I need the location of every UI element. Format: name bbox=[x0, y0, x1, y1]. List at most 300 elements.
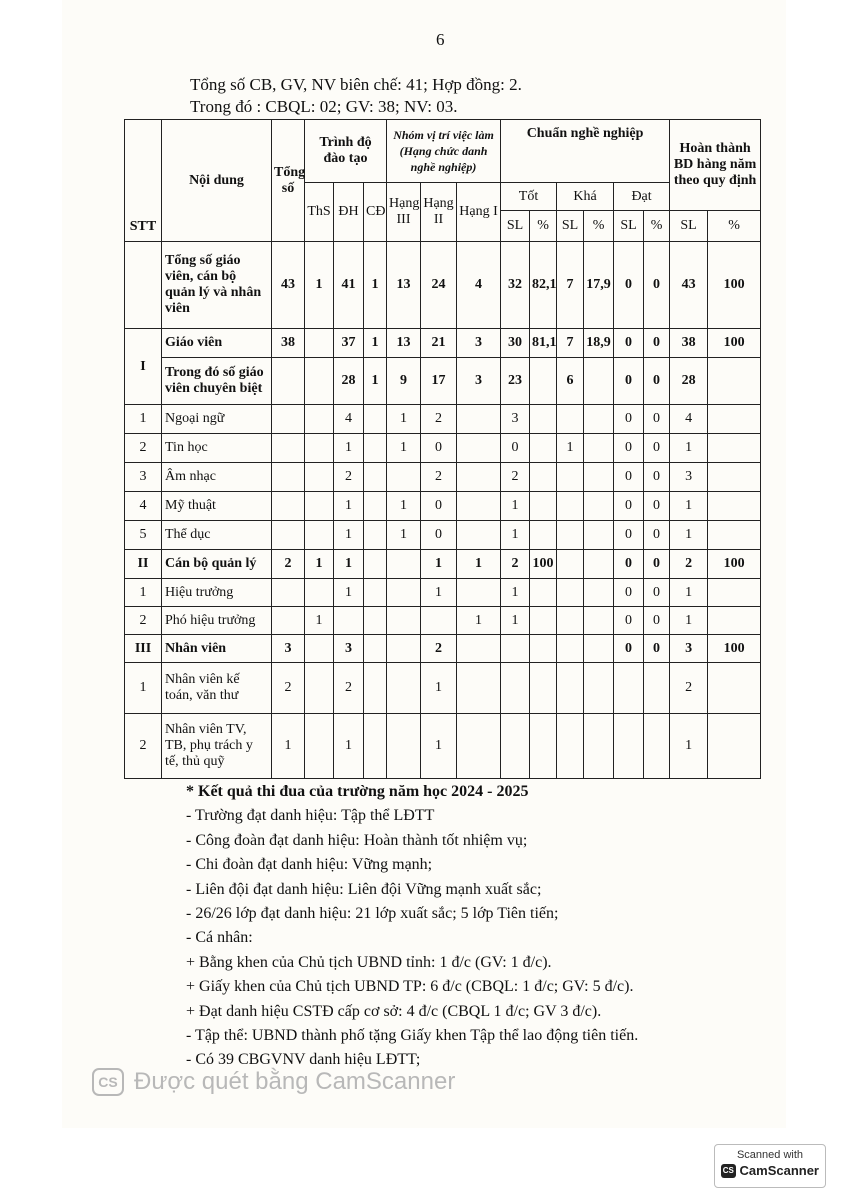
table-row bbox=[125, 607, 761, 635]
cell-h3: 1 bbox=[387, 521, 421, 550]
camscanner-mini-icon: CS bbox=[721, 1164, 736, 1178]
cell-tong bbox=[272, 463, 305, 492]
cell-dh: 28 bbox=[334, 358, 364, 405]
camscanner-watermark bbox=[92, 1068, 455, 1096]
cell-cd bbox=[364, 663, 387, 714]
cell-dat-pct: 0 bbox=[644, 579, 670, 607]
header-hoan-thanh: Hoàn thành BD hàng năm theo quy định bbox=[670, 120, 761, 211]
cell-dat-sl bbox=[614, 714, 644, 779]
cell-ths bbox=[305, 521, 334, 550]
cell-cd bbox=[364, 463, 387, 492]
cell-dh: 1 bbox=[334, 492, 364, 521]
cell-kha-pct bbox=[584, 492, 614, 521]
cell-kha-pct bbox=[584, 607, 614, 635]
cell-kha-sl bbox=[557, 579, 584, 607]
cell-cd bbox=[364, 607, 387, 635]
cell-dh: 1 bbox=[334, 521, 364, 550]
cell-h1 bbox=[457, 463, 501, 492]
cell-tot-pct: 100 bbox=[530, 550, 557, 579]
header-kha-pct: % bbox=[584, 211, 614, 242]
cell-dat-sl: 0 bbox=[614, 579, 644, 607]
cell-stt: 1 bbox=[125, 405, 162, 434]
cell-kha-sl bbox=[557, 714, 584, 779]
cell-h3: 1 bbox=[387, 434, 421, 463]
watermark-text: Được quét bằng CamScanner bbox=[134, 1068, 456, 1095]
cell-tot-sl bbox=[501, 635, 530, 663]
cell-h2: 0 bbox=[421, 521, 457, 550]
cell-bd-sl: 1 bbox=[670, 714, 708, 779]
page-number: 6 bbox=[436, 30, 445, 49]
cell-dh: 4 bbox=[334, 405, 364, 434]
cell-kha-sl bbox=[557, 550, 584, 579]
staff-summary bbox=[190, 74, 522, 118]
cell-h1: 4 bbox=[457, 242, 501, 329]
cell-tot-pct bbox=[530, 521, 557, 550]
cell-h1: 3 bbox=[457, 358, 501, 405]
cell-bd-sl: 43 bbox=[670, 242, 708, 329]
cell-h2: 17 bbox=[421, 358, 457, 405]
cell-ths bbox=[305, 714, 334, 779]
cell-tong: 38 bbox=[272, 329, 305, 358]
cell-kha-pct bbox=[584, 358, 614, 405]
cell-h3: 1 bbox=[387, 405, 421, 434]
cell-stt: 2 bbox=[125, 434, 162, 463]
results-line: - Cá nhân: bbox=[186, 929, 253, 947]
header-ths: ThS bbox=[305, 183, 334, 242]
badge-brand: CamScanner bbox=[739, 1163, 819, 1178]
cell-tot-pct bbox=[530, 607, 557, 635]
header-dat-pct: % bbox=[644, 211, 670, 242]
cell-dh: 37 bbox=[334, 329, 364, 358]
cell-cd: 1 bbox=[364, 358, 387, 405]
cell-dat-sl: 0 bbox=[614, 635, 644, 663]
cell-h3 bbox=[387, 663, 421, 714]
table-row bbox=[125, 434, 761, 463]
cell-tot-pct bbox=[530, 714, 557, 779]
cell-tot-pct bbox=[530, 635, 557, 663]
cell-h3 bbox=[387, 635, 421, 663]
cell-stt: 3 bbox=[125, 463, 162, 492]
cell-kha-pct bbox=[584, 714, 614, 779]
cell-h1: 3 bbox=[457, 329, 501, 358]
cell-label: Mỹ thuật bbox=[162, 492, 272, 521]
cell-tong: 43 bbox=[272, 242, 305, 329]
cell-dat-pct: 0 bbox=[644, 521, 670, 550]
header-stt: STT bbox=[125, 120, 162, 242]
results-line: - Có 39 CBGVNV danh hiệu LĐTT; bbox=[186, 1051, 421, 1069]
cell-h1: 1 bbox=[457, 550, 501, 579]
cell-h3: 13 bbox=[387, 242, 421, 329]
cell-kha-sl bbox=[557, 492, 584, 521]
cell-h2: 1 bbox=[421, 663, 457, 714]
cell-dh: 2 bbox=[334, 463, 364, 492]
cell-bd-sl: 2 bbox=[670, 663, 708, 714]
cell-h3 bbox=[387, 714, 421, 779]
cell-h1 bbox=[457, 521, 501, 550]
header-tot-sl: SL bbox=[501, 211, 530, 242]
cell-dat-sl bbox=[614, 663, 644, 714]
header-tot-pct: % bbox=[530, 211, 557, 242]
cell-tong bbox=[272, 434, 305, 463]
cell-h2: 21 bbox=[421, 329, 457, 358]
cell-bd-sl: 1 bbox=[670, 521, 708, 550]
cell-ths bbox=[305, 329, 334, 358]
cell-tong bbox=[272, 358, 305, 405]
results-line: + Giấy khen của Chủ tịch UBND TP: 6 đ/c (CBQL: 1 đ/c; GV: 5 đ/c). bbox=[186, 978, 634, 996]
cell-kha-sl bbox=[557, 635, 584, 663]
cell-bd-sl: 4 bbox=[670, 405, 708, 434]
cell-label: Giáo viên bbox=[162, 329, 272, 358]
cell-tot-sl: 23 bbox=[501, 358, 530, 405]
cell-bd-pct bbox=[708, 663, 761, 714]
cell-h1 bbox=[457, 663, 501, 714]
cell-tot-sl: 3 bbox=[501, 405, 530, 434]
cell-kha-sl: 6 bbox=[557, 358, 584, 405]
cell-tot-sl: 1 bbox=[501, 521, 530, 550]
cell-dh: 1 bbox=[334, 550, 364, 579]
cell-label: Tin học bbox=[162, 434, 272, 463]
cell-ths bbox=[305, 434, 334, 463]
cell-kha-sl: 1 bbox=[557, 434, 584, 463]
cell-bd-sl: 38 bbox=[670, 329, 708, 358]
cell-kha-sl bbox=[557, 607, 584, 635]
cell-kha-pct: 18,9 bbox=[584, 329, 614, 358]
results-line: + Bằng khen của Chủ tịch UBND tỉnh: 1 đ/c (GV: 1 đ/c). bbox=[186, 953, 552, 971]
table-row bbox=[125, 492, 761, 521]
cell-bd-sl: 1 bbox=[670, 579, 708, 607]
cell-dat-pct: 0 bbox=[644, 607, 670, 635]
competition-results bbox=[186, 780, 638, 1073]
cell-h3: 1 bbox=[387, 492, 421, 521]
cell-kha-pct bbox=[584, 550, 614, 579]
cell-stt: 1 bbox=[125, 579, 162, 607]
cell-bd-sl: 1 bbox=[670, 492, 708, 521]
cell-dat-pct: 0 bbox=[644, 463, 670, 492]
cell-kha-pct bbox=[584, 405, 614, 434]
cell-h3 bbox=[387, 579, 421, 607]
cell-dat-sl: 0 bbox=[614, 242, 644, 329]
table-row bbox=[125, 579, 761, 607]
cell-h3: 9 bbox=[387, 358, 421, 405]
table-row bbox=[125, 405, 761, 434]
cell-cd: 1 bbox=[364, 329, 387, 358]
cell-cd: 1 bbox=[364, 242, 387, 329]
cell-dh: 1 bbox=[334, 714, 364, 779]
cell-tot-sl: 30 bbox=[501, 329, 530, 358]
cell-cd bbox=[364, 434, 387, 463]
cell-tot-sl: 1 bbox=[501, 607, 530, 635]
cell-cd bbox=[364, 714, 387, 779]
cell-tot-sl: 32 bbox=[501, 242, 530, 329]
cell-tot-sl: 0 bbox=[501, 434, 530, 463]
cell-stt: I bbox=[125, 329, 162, 405]
cell-ths bbox=[305, 463, 334, 492]
cell-ths bbox=[305, 405, 334, 434]
results-line: - Trường đạt danh hiệu: Tập thể LĐTT bbox=[186, 807, 435, 825]
cell-kha-pct bbox=[584, 579, 614, 607]
cell-bd-pct: 100 bbox=[708, 550, 761, 579]
header-trinh-do: Trình độ đào tạo bbox=[305, 120, 387, 183]
cell-dat-pct bbox=[644, 714, 670, 779]
cell-ths: 1 bbox=[305, 242, 334, 329]
cell-bd-pct bbox=[708, 579, 761, 607]
cell-ths bbox=[305, 663, 334, 714]
cell-dat-pct: 0 bbox=[644, 635, 670, 663]
cell-h1 bbox=[457, 714, 501, 779]
cell-bd-pct: 100 bbox=[708, 329, 761, 358]
cell-stt: 5 bbox=[125, 521, 162, 550]
header-kha-sl: SL bbox=[557, 211, 584, 242]
cell-tong: 2 bbox=[272, 663, 305, 714]
results-line: + Đạt danh hiệu CSTĐ cấp cơ sở: 4 đ/c (CBQL 1 đ/c; GV 3 đ/c). bbox=[186, 1002, 602, 1020]
cell-cd bbox=[364, 521, 387, 550]
cell-tot-sl bbox=[501, 714, 530, 779]
results-line: - Liên đội đạt danh hiệu: Liên đội Vững mạnh xuất sắc; bbox=[186, 880, 542, 898]
header-dat-sl: SL bbox=[614, 211, 644, 242]
cell-stt bbox=[125, 242, 162, 329]
cell-tot-sl: 2 bbox=[501, 550, 530, 579]
cell-tot-pct bbox=[530, 579, 557, 607]
cell-dat-sl: 0 bbox=[614, 521, 644, 550]
cell-ths: 1 bbox=[305, 607, 334, 635]
summary-line-1: Tổng số CB, GV, NV biên chế: 41; Hợp đồng: 2. bbox=[190, 75, 522, 94]
cell-h2: 24 bbox=[421, 242, 457, 329]
cell-kha-sl bbox=[557, 405, 584, 434]
header-noi-dung: Nội dung bbox=[162, 120, 272, 242]
cell-tong bbox=[272, 521, 305, 550]
cell-stt: 4 bbox=[125, 492, 162, 521]
cell-kha-sl bbox=[557, 663, 584, 714]
header-hang-2: Hạng II bbox=[421, 183, 457, 242]
camscanner-logo-icon: CS bbox=[92, 1068, 124, 1096]
cell-ths bbox=[305, 358, 334, 405]
cell-dat-pct: 0 bbox=[644, 434, 670, 463]
cell-tot-pct bbox=[530, 463, 557, 492]
cell-kha-sl: 7 bbox=[557, 329, 584, 358]
cell-h1 bbox=[457, 492, 501, 521]
cell-tong bbox=[272, 492, 305, 521]
cell-dat-pct: 0 bbox=[644, 550, 670, 579]
cell-cd bbox=[364, 550, 387, 579]
cell-dat-pct bbox=[644, 663, 670, 714]
camscanner-badge bbox=[714, 1144, 826, 1188]
cell-kha-pct bbox=[584, 434, 614, 463]
cell-tong bbox=[272, 579, 305, 607]
cell-dat-pct: 0 bbox=[644, 405, 670, 434]
cell-kha-sl: 7 bbox=[557, 242, 584, 329]
cell-kha-pct bbox=[584, 635, 614, 663]
cell-bd-sl: 3 bbox=[670, 463, 708, 492]
cell-label: Cán bộ quản lý bbox=[162, 550, 272, 579]
cell-h2: 1 bbox=[421, 714, 457, 779]
header-dh: ĐH bbox=[334, 183, 364, 242]
cell-cd bbox=[364, 635, 387, 663]
cell-bd-pct bbox=[708, 463, 761, 492]
cell-dh: 1 bbox=[334, 579, 364, 607]
staff-table bbox=[124, 119, 761, 779]
cell-bd-pct bbox=[708, 434, 761, 463]
header-kha: Khá bbox=[557, 183, 614, 211]
cell-dat-sl: 0 bbox=[614, 405, 644, 434]
cell-dh: 3 bbox=[334, 635, 364, 663]
table-row bbox=[125, 635, 761, 663]
header-bd-sl: SL bbox=[670, 211, 708, 242]
results-title: * Kết quả thi đua của trường năm học 2024 - 2025 bbox=[186, 783, 529, 800]
cell-bd-sl: 2 bbox=[670, 550, 708, 579]
cell-dh bbox=[334, 607, 364, 635]
cell-label: Hiệu trưởng bbox=[162, 579, 272, 607]
cell-dat-sl: 0 bbox=[614, 463, 644, 492]
table-row bbox=[125, 463, 761, 492]
cell-dat-pct: 0 bbox=[644, 242, 670, 329]
cell-h2: 1 bbox=[421, 550, 457, 579]
table-row bbox=[125, 358, 761, 405]
cell-h2: 2 bbox=[421, 463, 457, 492]
badge-caption: Scanned with bbox=[736, 1149, 804, 1161]
cell-cd bbox=[364, 405, 387, 434]
cell-h2: 2 bbox=[421, 635, 457, 663]
cell-dat-sl: 0 bbox=[614, 358, 644, 405]
cell-tot-pct bbox=[530, 434, 557, 463]
cell-tot-pct: 81,1 bbox=[530, 329, 557, 358]
cell-tong: 1 bbox=[272, 714, 305, 779]
cell-tot-sl: 1 bbox=[501, 492, 530, 521]
cell-dat-sl: 0 bbox=[614, 607, 644, 635]
cell-kha-sl bbox=[557, 521, 584, 550]
cell-stt: III bbox=[125, 635, 162, 663]
cell-h2: 2 bbox=[421, 405, 457, 434]
header-tong-so: Tổng số bbox=[272, 120, 305, 242]
cell-dat-pct: 0 bbox=[644, 492, 670, 521]
table-row bbox=[125, 242, 761, 329]
table-row bbox=[125, 521, 761, 550]
cell-h3 bbox=[387, 550, 421, 579]
cell-h3: 13 bbox=[387, 329, 421, 358]
cell-tot-pct bbox=[530, 358, 557, 405]
cell-dat-pct: 0 bbox=[644, 358, 670, 405]
cell-h2: 1 bbox=[421, 579, 457, 607]
cell-tot-sl bbox=[501, 663, 530, 714]
cell-bd-sl: 28 bbox=[670, 358, 708, 405]
cell-stt: 2 bbox=[125, 714, 162, 779]
cell-label: Nhân viên kế toán, văn thư bbox=[162, 663, 272, 714]
cell-label: Thể dục bbox=[162, 521, 272, 550]
cell-bd-sl: 1 bbox=[670, 607, 708, 635]
cell-dat-pct: 0 bbox=[644, 329, 670, 358]
cell-h1 bbox=[457, 579, 501, 607]
cell-label: Nhân viên TV, TB, phụ trách y tế, thủ quỹ bbox=[162, 714, 272, 779]
header-bd-pct: % bbox=[708, 211, 761, 242]
cell-stt: II bbox=[125, 550, 162, 579]
cell-stt: 2 bbox=[125, 607, 162, 635]
cell-label: Tổng số giáo viên, cán bộ quản lý và nhân viên bbox=[162, 242, 272, 329]
cell-kha-pct bbox=[584, 463, 614, 492]
cell-dh: 41 bbox=[334, 242, 364, 329]
cell-h1: 1 bbox=[457, 607, 501, 635]
cell-bd-sl: 3 bbox=[670, 635, 708, 663]
cell-dh: 1 bbox=[334, 434, 364, 463]
cell-kha-pct bbox=[584, 521, 614, 550]
cell-h3 bbox=[387, 463, 421, 492]
table-row bbox=[125, 714, 761, 779]
cell-bd-pct: 100 bbox=[708, 242, 761, 329]
cell-label: Phó hiệu trưởng bbox=[162, 607, 272, 635]
cell-h2 bbox=[421, 607, 457, 635]
table-row bbox=[125, 550, 761, 579]
cell-tot-pct: 82,1 bbox=[530, 242, 557, 329]
header-hang-1: Hạng I bbox=[457, 183, 501, 242]
cell-dat-sl: 0 bbox=[614, 492, 644, 521]
cell-bd-pct bbox=[708, 405, 761, 434]
results-line: - Chi đoàn đạt danh hiệu: Vững mạnh; bbox=[186, 856, 433, 874]
cell-dat-sl: 0 bbox=[614, 434, 644, 463]
cell-tong bbox=[272, 607, 305, 635]
cell-kha-pct: 17,9 bbox=[584, 242, 614, 329]
cell-tong: 3 bbox=[272, 635, 305, 663]
cell-label: Âm nhạc bbox=[162, 463, 272, 492]
table-row bbox=[125, 663, 761, 714]
cell-cd bbox=[364, 492, 387, 521]
cell-dh: 2 bbox=[334, 663, 364, 714]
results-line: - 26/26 lớp đạt danh hiệu: 21 lớp xuất sắc; 5 lớp Tiên tiến; bbox=[186, 905, 559, 923]
cell-ths: 1 bbox=[305, 550, 334, 579]
cell-ths bbox=[305, 635, 334, 663]
cell-tot-sl: 1 bbox=[501, 579, 530, 607]
cell-kha-pct bbox=[584, 663, 614, 714]
header-chuan-nghe-nghiep: Chuẩn nghề nghiệp bbox=[501, 120, 670, 183]
cell-bd-pct bbox=[708, 521, 761, 550]
cell-bd-pct bbox=[708, 607, 761, 635]
cell-h1 bbox=[457, 434, 501, 463]
cell-h2: 0 bbox=[421, 492, 457, 521]
header-hang-3: Hạng III bbox=[387, 183, 421, 242]
results-line: - Tập thể: UBND thành phố tặng Giấy khen Tập thể lao động tiên tiến. bbox=[186, 1027, 639, 1045]
cell-tot-sl: 2 bbox=[501, 463, 530, 492]
cell-tot-pct bbox=[530, 405, 557, 434]
cell-ths bbox=[305, 579, 334, 607]
header-cd: CĐ bbox=[364, 183, 387, 242]
cell-bd-pct: 100 bbox=[708, 635, 761, 663]
cell-stt: 1 bbox=[125, 663, 162, 714]
cell-tong: 2 bbox=[272, 550, 305, 579]
cell-dat-sl: 0 bbox=[614, 550, 644, 579]
cell-h1 bbox=[457, 405, 501, 434]
cell-bd-pct bbox=[708, 714, 761, 779]
cell-h3 bbox=[387, 607, 421, 635]
cell-bd-pct bbox=[708, 492, 761, 521]
cell-cd bbox=[364, 579, 387, 607]
cell-label: Ngoại ngữ bbox=[162, 405, 272, 434]
cell-label: Trong đó số giáo viên chuyên biệt bbox=[162, 358, 272, 405]
cell-h1 bbox=[457, 635, 501, 663]
cell-label: Nhân viên bbox=[162, 635, 272, 663]
cell-dat-sl: 0 bbox=[614, 329, 644, 358]
cell-tong bbox=[272, 405, 305, 434]
cell-tot-pct bbox=[530, 492, 557, 521]
cell-tot-pct bbox=[530, 663, 557, 714]
cell-bd-sl: 1 bbox=[670, 434, 708, 463]
cell-kha-sl bbox=[557, 463, 584, 492]
cell-h2: 0 bbox=[421, 434, 457, 463]
summary-line-2: Trong đó : CBQL: 02; GV: 38; NV: 03. bbox=[190, 97, 458, 116]
header-dat: Đạt bbox=[614, 183, 670, 211]
header-nhom-vi-tri: Nhóm vị trí việc làm (Hạng chức danh nghề nghiệp) bbox=[387, 120, 501, 183]
cell-ths bbox=[305, 492, 334, 521]
results-line: - Công đoàn đạt danh hiệu: Hoàn thành tốt nhiệm vụ; bbox=[186, 831, 528, 849]
table-row bbox=[125, 329, 761, 358]
header-tot: Tốt bbox=[501, 183, 557, 211]
cell-bd-pct bbox=[708, 358, 761, 405]
